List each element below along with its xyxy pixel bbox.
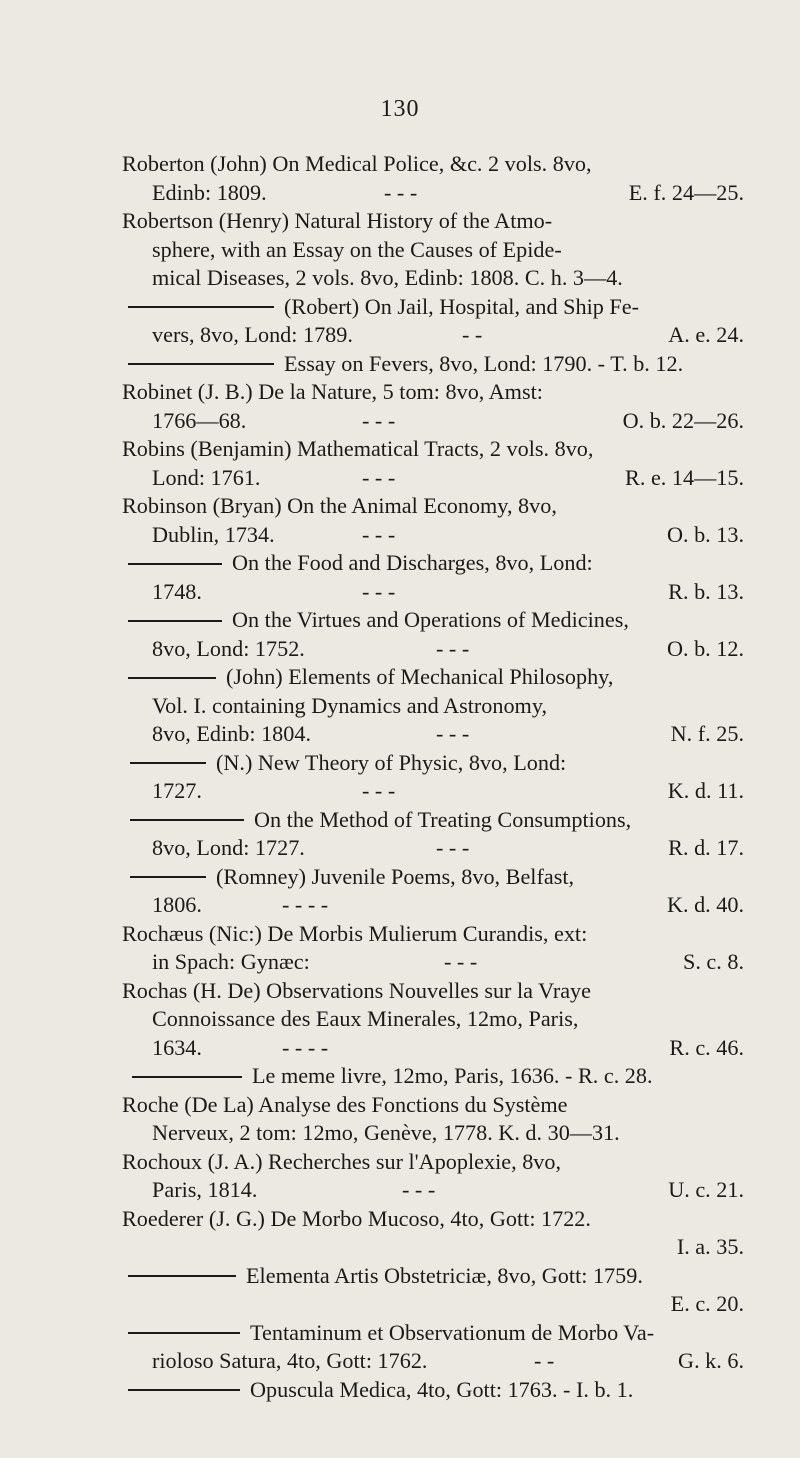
entry-line [122, 777, 744, 806]
list-item [122, 207, 744, 293]
entry-line: Robins (Benjamin) Mathematical Tracts, 2 vols. 8vo, [122, 436, 594, 461]
list-item [122, 920, 744, 977]
entry-title: On the Food and Discharges, 8vo, Lond: [232, 550, 593, 575]
entry-imprint: 8vo, Edinb: 1804. [152, 721, 312, 746]
ditto-rule [128, 677, 216, 679]
entry-dots: - - - [436, 721, 470, 746]
entry-line: Roberton (John) On Medical Police, &c. 2 vols. 8vo, [122, 151, 592, 176]
entry-line [122, 1176, 744, 1205]
entry-dots: - - - [384, 179, 418, 205]
entry-line [122, 350, 744, 379]
list-item [122, 1062, 744, 1091]
entry-title: Opuscula Medica, 4to, Gott: 1763. - I. b. 1. [250, 1376, 634, 1402]
shelf-mark: E. f. 24—25. [628, 179, 744, 205]
entry-dots: - - - [436, 635, 470, 661]
entry-line [122, 749, 744, 778]
ditto-rule [128, 1389, 240, 1391]
entry-title: (N.) New Theory of Physic, 8vo, Lond: [216, 749, 567, 775]
entry-line [122, 293, 744, 322]
shelf-mark: O. b. 13. [666, 521, 744, 547]
entry-dots: - - - [362, 407, 396, 433]
entry-dots: - - [534, 1348, 555, 1373]
list-item [122, 663, 744, 749]
list-item [122, 549, 744, 606]
list-item [122, 150, 744, 207]
entry-title: (John) Elements of Mechanical Philosophy, [226, 664, 614, 689]
entry-line [122, 806, 744, 835]
entry-line [122, 321, 744, 350]
ditto-rule [130, 762, 206, 764]
list-item [122, 1091, 744, 1148]
entry-imprint: 1748. [152, 578, 202, 604]
entry-line [122, 635, 744, 664]
entry-dots: - - - [444, 949, 478, 974]
shelf-mark: O. b. 22—26. [622, 407, 744, 433]
entry-title: Le meme livre, 12mo, Paris, 1636. - R. c. 28. [252, 1063, 653, 1088]
entry-line: Nerveux, 2 tom: 12mo, Genève, 1778. K. d. 30—31. [152, 1120, 620, 1145]
entry-imprint: 1727. [152, 778, 202, 803]
entry-line: mical Diseases, 2 vols. 8vo, Edinb: 1808. C. h. 3—4. [152, 265, 623, 290]
entry-line [122, 834, 744, 863]
entry-imprint: Lond: 1761. [152, 464, 261, 490]
entry-dots: - - - [362, 778, 396, 803]
ditto-rule [128, 1332, 240, 1334]
entry-line: sphere, with an Essay on the Causes of Epide- [152, 236, 562, 262]
entry-line [122, 179, 744, 208]
entry-title: On the Virtues and Operations of Medicines, [232, 607, 629, 632]
entry-line: Robinson (Bryan) On the Animal Economy, 8vo, [122, 493, 557, 518]
entry-line: Connoissance des Eaux Minerales, 12mo, Paris, [152, 1006, 579, 1031]
entry-line: Rochoux (J. A.) Recherches sur l'Apoplexie, 8vo, [122, 1148, 562, 1174]
entry-title: Essay on Fevers, 8vo, Lond: 1790. - T. b. 12. [284, 350, 684, 376]
list-item [122, 749, 744, 806]
list-item [122, 1319, 744, 1376]
entry-title: On the Method of Treating Consumptions, [254, 806, 632, 832]
shelf-mark: K. d. 40. [666, 892, 744, 917]
entry-imprint: Edinb: 1809. [152, 179, 267, 205]
entry-dots: - - - - [282, 1034, 329, 1060]
list-item [122, 1205, 744, 1262]
entry-imprint: 8vo, Lond: 1752. [152, 635, 305, 661]
list-item [122, 806, 744, 863]
entry-line [122, 720, 744, 749]
entry-line [122, 407, 744, 436]
entry-title: Tentaminum et Observationum de Morbo Va- [250, 1319, 655, 1345]
list-item [122, 1376, 744, 1405]
ditto-rule [130, 876, 206, 878]
entry-line [122, 1034, 744, 1063]
shelf-mark: I. a. 35. [676, 1234, 744, 1259]
entry-line: Robinet (J. B.) De la Nature, 5 tom: 8vo, Amst: [122, 379, 543, 404]
shelf-mark: U. c. 21. [668, 1177, 744, 1202]
entry-line [122, 1290, 744, 1319]
entry-imprint: 8vo, Lond: 1727. [152, 835, 305, 860]
list-item [122, 435, 744, 492]
entry-line [122, 578, 744, 607]
entry-dots: - - - [402, 1177, 436, 1202]
list-item [122, 492, 744, 549]
entry-line [122, 1262, 744, 1291]
shelf-mark: G. k. 6. [678, 1348, 744, 1373]
ditto-rule [128, 563, 222, 565]
entry-dots: - - [462, 322, 483, 347]
entry-imprint: Dublin, 1734. [152, 521, 275, 547]
entry-imprint: 1766—68. [152, 407, 247, 433]
entry-title: (Romney) Juvenile Poems, 8vo, Belfast, [216, 863, 575, 889]
entry-dots: - - - - [282, 892, 329, 917]
entry-line [122, 549, 744, 578]
shelf-mark: S. c. 8. [682, 949, 744, 974]
shelf-mark: K. d. 11. [667, 778, 744, 803]
entry-line [122, 863, 744, 892]
ditto-rule [128, 620, 222, 622]
shelf-mark: R. b. 13. [668, 578, 744, 604]
shelf-mark: R. c. 46. [669, 1034, 744, 1060]
entry-dots: - - - [436, 835, 470, 860]
entry-title: Elementa Artis Obstetriciæ, 8vo, Gott: 1759. [246, 1262, 643, 1288]
entry-dots: - - - [362, 521, 396, 547]
list-item [122, 350, 744, 379]
ditto-rule [128, 1275, 236, 1277]
shelf-mark: N. f. 25. [670, 721, 744, 746]
catalogue-entries [122, 150, 744, 1404]
entry-line [122, 948, 744, 977]
list-item [122, 378, 744, 435]
entry-line [122, 891, 744, 920]
list-item [122, 606, 744, 663]
shelf-mark: R. e. 14—15. [625, 464, 744, 490]
page-number: 130 [380, 96, 420, 122]
entry-line [122, 663, 744, 692]
shelf-mark: O. b. 12. [666, 635, 744, 661]
entry-imprint: 1806. [152, 892, 202, 917]
entry-line [122, 1319, 744, 1348]
entry-imprint: vers, 8vo, Lond: 1789. [152, 322, 353, 347]
shelf-mark: E. c. 20. [670, 1291, 744, 1316]
shelf-mark: R. d. 17. [668, 835, 744, 860]
list-item [122, 863, 744, 920]
list-item [122, 293, 744, 350]
entry-imprint: in Spach: Gynæc: [152, 949, 310, 974]
shelf-mark: A. e. 24. [668, 322, 744, 347]
ditto-rule [130, 819, 244, 821]
entry-imprint: rioloso Satura, 4to, Gott: 1762. [152, 1348, 428, 1373]
entry-line [122, 1347, 744, 1376]
entry-title: (Robert) On Jail, Hospital, and Ship Fe- [284, 293, 639, 319]
entry-line [122, 521, 744, 550]
entry-imprint: 1634. [152, 1034, 202, 1060]
entry-line: Vol. I. containing Dynamics and Astronomy, [152, 692, 548, 718]
entry-line: Roche (De La) Analyse des Fonctions du Système [122, 1091, 568, 1117]
entry-line: Robertson (Henry) Natural History of the Atmo- [122, 208, 553, 233]
ditto-rule [132, 1076, 242, 1078]
entry-line: Rochas (H. De) Observations Nouvelles sur la Vraye [122, 977, 592, 1003]
list-item [122, 977, 744, 1063]
entry-line [122, 1376, 744, 1405]
entry-dots: - - - [362, 578, 396, 604]
list-item [122, 1262, 744, 1319]
entry-line [122, 1233, 744, 1262]
entry-line [122, 1062, 744, 1091]
list-item [122, 1148, 744, 1205]
ditto-rule [128, 306, 274, 308]
entry-line [122, 464, 744, 493]
ditto-rule [128, 363, 274, 365]
entry-line: Rochæus (Nic:) De Morbis Mulierum Curandis, ext: [122, 920, 588, 946]
entry-line: Roederer (J. G.) De Morbo Mucoso, 4to, Gott: 1722. [122, 1205, 591, 1231]
entry-imprint: Paris, 1814. [152, 1177, 258, 1202]
entry-dots: - - - [362, 464, 396, 490]
entry-line [122, 606, 744, 635]
